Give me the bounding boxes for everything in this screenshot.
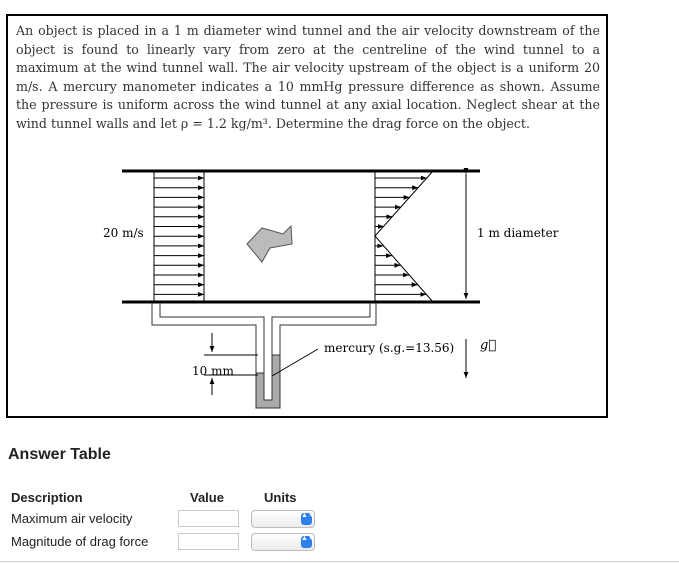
- description-header: Description: [11, 490, 83, 505]
- value-header: Value: [190, 490, 224, 505]
- mercury-fill: [256, 355, 280, 408]
- select-chevron-icon: ▲▼: [301, 513, 312, 525]
- inlet-velocity-label: 20 m/s: [103, 226, 144, 240]
- manometer-label: mercury (s.g.=13.56): [324, 341, 455, 355]
- gap-label: 10 mm: [192, 364, 234, 378]
- diameter-label: 1 m diameter: [477, 226, 559, 240]
- object-shape: [247, 226, 292, 262]
- max-velocity-units-select[interactable]: [251, 510, 315, 528]
- gravity-label: g⃗: [480, 338, 497, 353]
- drag-force-value-input[interactable]: [178, 533, 239, 550]
- upstream-velocity-profile: [154, 171, 204, 302]
- row-label-max-velocity: Maximum air velocity: [11, 511, 133, 526]
- bottom-divider: [0, 561, 679, 562]
- drag-force-units-select[interactable]: [251, 533, 315, 551]
- downstream-velocity-profile: [375, 171, 433, 302]
- select-chevron-icon: ▲▼: [301, 536, 312, 548]
- units-header: Units: [264, 490, 297, 505]
- max-velocity-value-input[interactable]: [178, 510, 239, 527]
- problem-statement: An object is placed in a 1 m diameter wind tunnel and the air velocity downstream of the object is found to linearly vary from zero at the centreline of the wind tunnel to a maximum at the wind tunnel wall. The air velocity upstream of the object is a uniform 20 m/s. A mercury manometer indicates a 10 mmHg pressure difference as shown. Assume the pressure is uniform across the wind tunnel at any axial location. Neglect shear at the wind tunnel walls and let ρ = 1.2 kg/m³. Determine the drag force on the object.: [16, 23, 600, 131]
- answer-table-title: Answer Table: [8, 446, 111, 463]
- row-label-drag-force: Magnitude of drag force: [11, 534, 149, 549]
